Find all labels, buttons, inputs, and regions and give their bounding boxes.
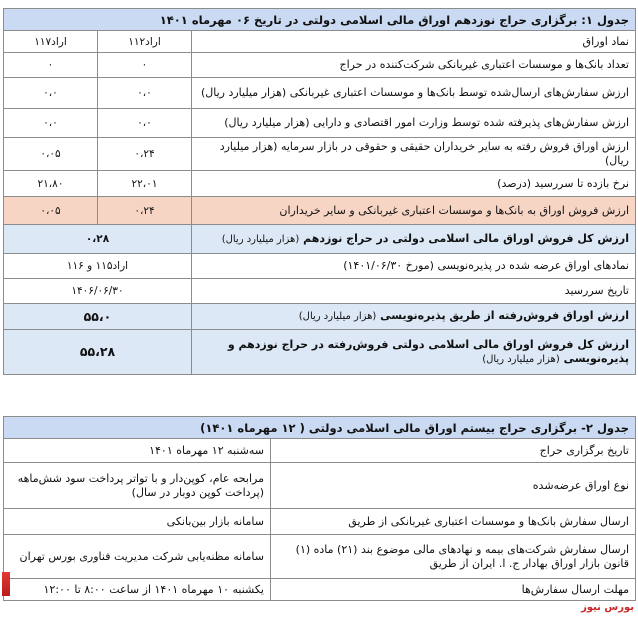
total-unit: (هزار میلیارد ریال) <box>221 233 300 245</box>
value-112: ۰،۲۴ <box>98 138 192 171</box>
subscription-unit: (هزار میلیارد ریال) <box>298 311 377 322</box>
row-value: سامانه مظنه‌یابی شرکت مدیریت فناوری بورس تهران <box>4 535 271 579</box>
subscription-label: ارزش اوراق فروش‌رفته از طریق پذیره‌نویسی <box>380 309 629 322</box>
auction-20-table <box>3 416 636 601</box>
subscription-value: ۵۵،۰ <box>4 304 192 330</box>
table-row <box>4 109 636 138</box>
row-label: ارزش سفارش‌های پذیرفته شده توسط وزارت امور اقتصادی و دارایی (هزار میلیارد ریال) <box>192 109 636 138</box>
row-label <box>192 330 636 375</box>
brand-stripe <box>2 572 10 596</box>
symbols-row <box>4 254 636 279</box>
value-112: ۰ <box>98 53 192 78</box>
table2-title-row <box>4 417 636 439</box>
table-row <box>4 463 636 509</box>
value-112: ۰،۰ <box>98 109 192 138</box>
value-117: ۰،۰ <box>4 109 98 138</box>
row-value: سه‌شنبه ۱۲ مهرماه ۱۴۰۱ <box>4 439 271 463</box>
value-117: ۰،۰۵ <box>4 138 98 171</box>
total-label: ارزش کل فروش اوراق مالی اسلامی دولتی در حراج نوزدهم <box>303 231 629 245</box>
value-117: ۲۱،۸۰ <box>4 171 98 197</box>
table-row <box>4 579 636 601</box>
maturity-value: ۱۴۰۶/۰۶/۳۰ <box>4 279 192 304</box>
table-row <box>4 535 636 579</box>
row-label: ارزش فروش اوراق به بانک‌ها و موسسات اعتباری غیربانکی و سایر خریداران <box>192 197 636 225</box>
row-label: تاریخ برگزاری حراج <box>271 439 636 463</box>
value-117: ۰،۰ <box>4 78 98 109</box>
total-row <box>4 225 636 254</box>
row-label: ارسال سفارش شرکت‌های بیمه و نهادهای مالی موضوع بند (۲۱) ماده (۱) قانون بازار اوراق بهادار ج. ا. ایران از طریق <box>271 535 636 579</box>
header-label: نماد اوراق <box>192 31 636 53</box>
maturity-row <box>4 279 636 304</box>
value-112: ۰،۲۴ <box>98 197 192 225</box>
table1-header-row <box>4 31 636 53</box>
row-value: سامانه بازار بین‌بانکی <box>4 509 271 535</box>
row-label: تاریخ سررسید <box>192 279 636 304</box>
value-112: ۲۲،۰۱ <box>98 171 192 197</box>
row-value: یکشنبه ۱۰ مهرماه ۱۴۰۱ از ساعت ۸:۰۰ تا ۱۲:۰۰ <box>4 579 271 601</box>
header-117: اراد۱۱۷ <box>4 31 98 53</box>
table-row <box>4 509 636 535</box>
symbols-value: اراد۱۱۵ و ۱۱۶ <box>4 254 192 279</box>
row-value: مرابحه عام، کوپن‌دار و با تواتر پرداخت سود شش‌ماهه (پرداخت کوپن دوبار در سال) <box>4 463 271 509</box>
subscription-row <box>4 304 636 330</box>
grand-total-row <box>4 330 636 375</box>
row-label: ارزش سفارش‌های ارسال‌شده توسط بانک‌ها و موسسات اعتباری غیربانکی (هزار میلیارد ریال) <box>192 78 636 109</box>
table-row <box>4 439 636 463</box>
table-row <box>4 53 636 78</box>
table1-title-row <box>4 9 636 31</box>
value-117: ۰،۰۵ <box>4 197 98 225</box>
table-row <box>4 78 636 109</box>
table-row <box>4 171 636 197</box>
auction-19-table <box>3 8 636 375</box>
row-label <box>192 304 636 330</box>
table2-title: جدول ۲- برگزاری حراج بیستم اوراق مالی اسلامی دولتی ( ۱۲ مهرماه ۱۴۰۱) <box>4 417 636 439</box>
grand-total-unit: (هزار میلیارد ریال) <box>482 353 560 365</box>
value-117: ۰ <box>4 53 98 78</box>
grand-total-label: ارزش کل فروش اوراق مالی اسلامی دولتی فروش‌رفته در حراج نوزدهم و پذیره‌نویسی <box>227 337 629 365</box>
grand-total-value: ۵۵،۲۸ <box>4 330 192 375</box>
value-112: ۰،۰ <box>98 78 192 109</box>
row-label: نمادهای اوراق عرضه شده در پذیره‌نویسی (مورخ ۱۴۰۱/۰۶/۳۰) <box>192 254 636 279</box>
row-label: مهلت ارسال سفارش‌ها <box>271 579 636 601</box>
row-label: نوع اوراق عرضه‌شده <box>271 463 636 509</box>
table1-title: جدول ۱: برگزاری حراج نوزدهم اوراق مالی اسلامی دولتی در تاریخ ۰۶ مهرماه ۱۴۰۱ <box>4 9 636 31</box>
header-112: اراد۱۱۲ <box>98 31 192 53</box>
row-label: ارسال سفارش بانک‌ها و موسسات اعتباری غیربانکی از طریق <box>271 509 636 535</box>
row-label <box>192 225 636 254</box>
row-label: نرخ بازده تا سررسید (درصد) <box>192 171 636 197</box>
watermark-logo: بورس نیوز <box>581 602 634 613</box>
row-label: تعداد بانک‌ها و موسسات اعتباری غیربانکی شرکت‌کننده در حراج <box>192 53 636 78</box>
table-row <box>4 138 636 171</box>
row-label: ارزش اوراق فروش رفته به سایر خریداران حقیقی و حقوقی در بازار سرمایه (هزار میلیارد ریال) <box>192 138 636 171</box>
total-value: ۰،۲۸ <box>4 225 192 254</box>
highlight-row <box>4 197 636 225</box>
